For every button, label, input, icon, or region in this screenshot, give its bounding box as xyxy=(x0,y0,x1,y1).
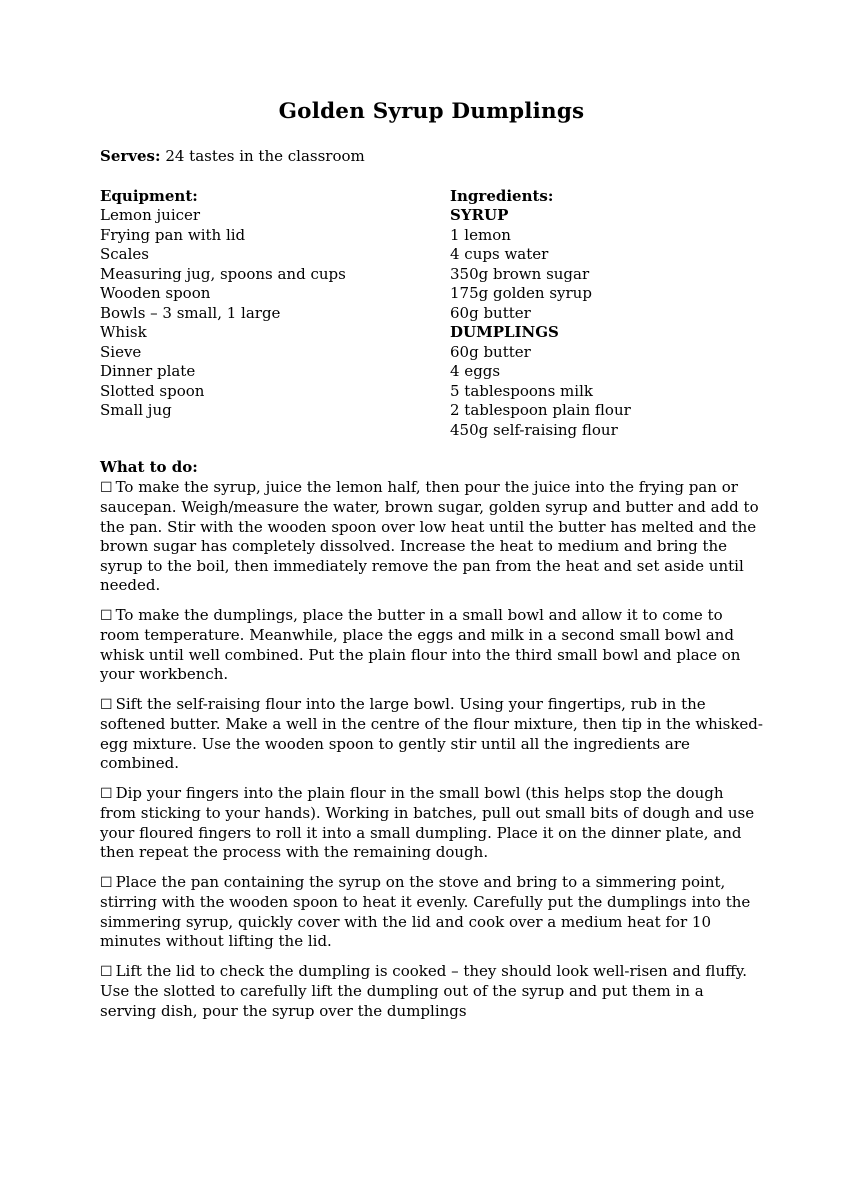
ingredients-list xyxy=(450,206,763,440)
equipment-item: Frying pan with lid xyxy=(100,225,246,244)
step-text: Place the pan containing the syrup on the stove and bring to a simmering point, stirring with the wooden spoon to heat it evenly. Carefully put the dumplings into the simmering syrup, quickly cover with the lid and cook over a medium heat for 10 minutes without lifting the lid. xyxy=(100,872,751,950)
instruction-step xyxy=(100,606,763,685)
checkbox-icon: ☐ xyxy=(100,607,113,624)
instruction-step xyxy=(100,784,763,863)
equipment-item: Wooden spoon xyxy=(100,284,211,302)
ingredient-line: 60g butter xyxy=(450,303,531,322)
equipment-ingredients-columns xyxy=(100,187,763,441)
serves-label: Serves: xyxy=(100,147,161,165)
equipment-item: Scales xyxy=(100,245,149,263)
ingredient-line: 2 tablespoon plain flour xyxy=(450,401,631,419)
instructions-steps xyxy=(100,478,763,1022)
ingredients-column xyxy=(450,187,763,441)
equipment-item: Lemon juicer xyxy=(100,206,201,224)
checkbox-icon: ☐ xyxy=(100,874,113,891)
instruction-step xyxy=(100,478,763,596)
ingredient-line: 5 tablespoons milk xyxy=(450,381,593,400)
ingredient-line: DUMPLINGS xyxy=(450,323,559,341)
serves-line xyxy=(100,147,763,167)
ingredient-line: 175g golden syrup xyxy=(450,284,592,302)
instruction-step xyxy=(100,873,763,952)
ingredient-line: 4 cups water xyxy=(450,245,549,263)
equipment-item: Slotted spoon xyxy=(100,381,205,400)
step-text: Sift the self-raising flour into the large bowl. Using your fingertips, rub in the softened butter. Make a well in the centre of the flour mixture, then tip in the whisked-egg mixture. Use the wooden spoon to gently stir until all the ingredients are combined. xyxy=(100,694,763,772)
equipment-item: Whisk xyxy=(100,323,147,341)
equipment-list xyxy=(100,206,450,421)
checkbox-icon: ☐ xyxy=(100,696,113,713)
checkbox-icon: ☐ xyxy=(100,479,113,496)
equipment-item: Small jug xyxy=(100,401,172,419)
equipment-heading: Equipment: xyxy=(100,186,198,205)
ingredients-heading: Ingredients: xyxy=(450,186,554,205)
serves-value: 24 tastes in the classroom xyxy=(165,147,365,165)
equipment-item: Measuring jug, spoons and cups xyxy=(100,264,346,283)
equipment-column xyxy=(100,187,450,441)
ingredient-line: 60g butter xyxy=(450,342,531,361)
ingredient-line: 450g self-raising flour xyxy=(450,420,618,439)
equipment-item: Sieve xyxy=(100,342,142,361)
equipment-item: Bowls – 3 small, 1 large xyxy=(100,303,281,322)
equipment-item: Dinner plate xyxy=(100,362,196,380)
step-text: Lift the lid to check the dumpling is cooked – they should look well-risen and fluffy. Use the slotted to carefully lift the dumpling out of the syrup and put them in a serving dish, pour the syrup over the dumplings xyxy=(100,961,748,1020)
step-text: To make the syrup, juice the lemon half, then pour the juice into the frying pan or saucepan. Weigh/measure the water, brown sugar, golden syrup and butter and add to the pan. Stir with the wooden spoon over low heat until the butter has melted and the brown sugar has completely dissolved. Increase the heat to medium and bring the syrup to the boil, then immediately remove the pan from the heat and set aside until needed. xyxy=(100,477,759,594)
page-title: Golden Syrup Dumplings xyxy=(278,99,585,124)
ingredient-line: SYRUP xyxy=(450,206,509,224)
instruction-step xyxy=(100,962,763,1022)
ingredient-line: 4 eggs xyxy=(450,362,501,380)
instructions-heading: What to do: xyxy=(100,458,198,476)
checkbox-icon: ☐ xyxy=(100,963,113,980)
step-text: Dip your fingers into the plain flour in the small bowl (this helps stop the dough from sticking to your hands). Working in batches, pull out small bits of dough and use your floured fingers to roll it into a small dumpling. Place it on the dinner plate, and then repeat the process with the remaining dough. xyxy=(100,783,755,861)
instruction-step xyxy=(100,695,763,774)
ingredient-line: 350g brown sugar xyxy=(450,264,590,283)
ingredient-line: 1 lemon xyxy=(450,225,511,244)
step-text: To make the dumplings, place the butter in a small bowl and allow it to come to room temperature. Meanwhile, place the eggs and milk in a second small bowl and whisk until well combined. Put the plain flour into the third small bowl and place on your workbench. xyxy=(100,605,741,683)
checkbox-icon: ☐ xyxy=(100,785,113,802)
